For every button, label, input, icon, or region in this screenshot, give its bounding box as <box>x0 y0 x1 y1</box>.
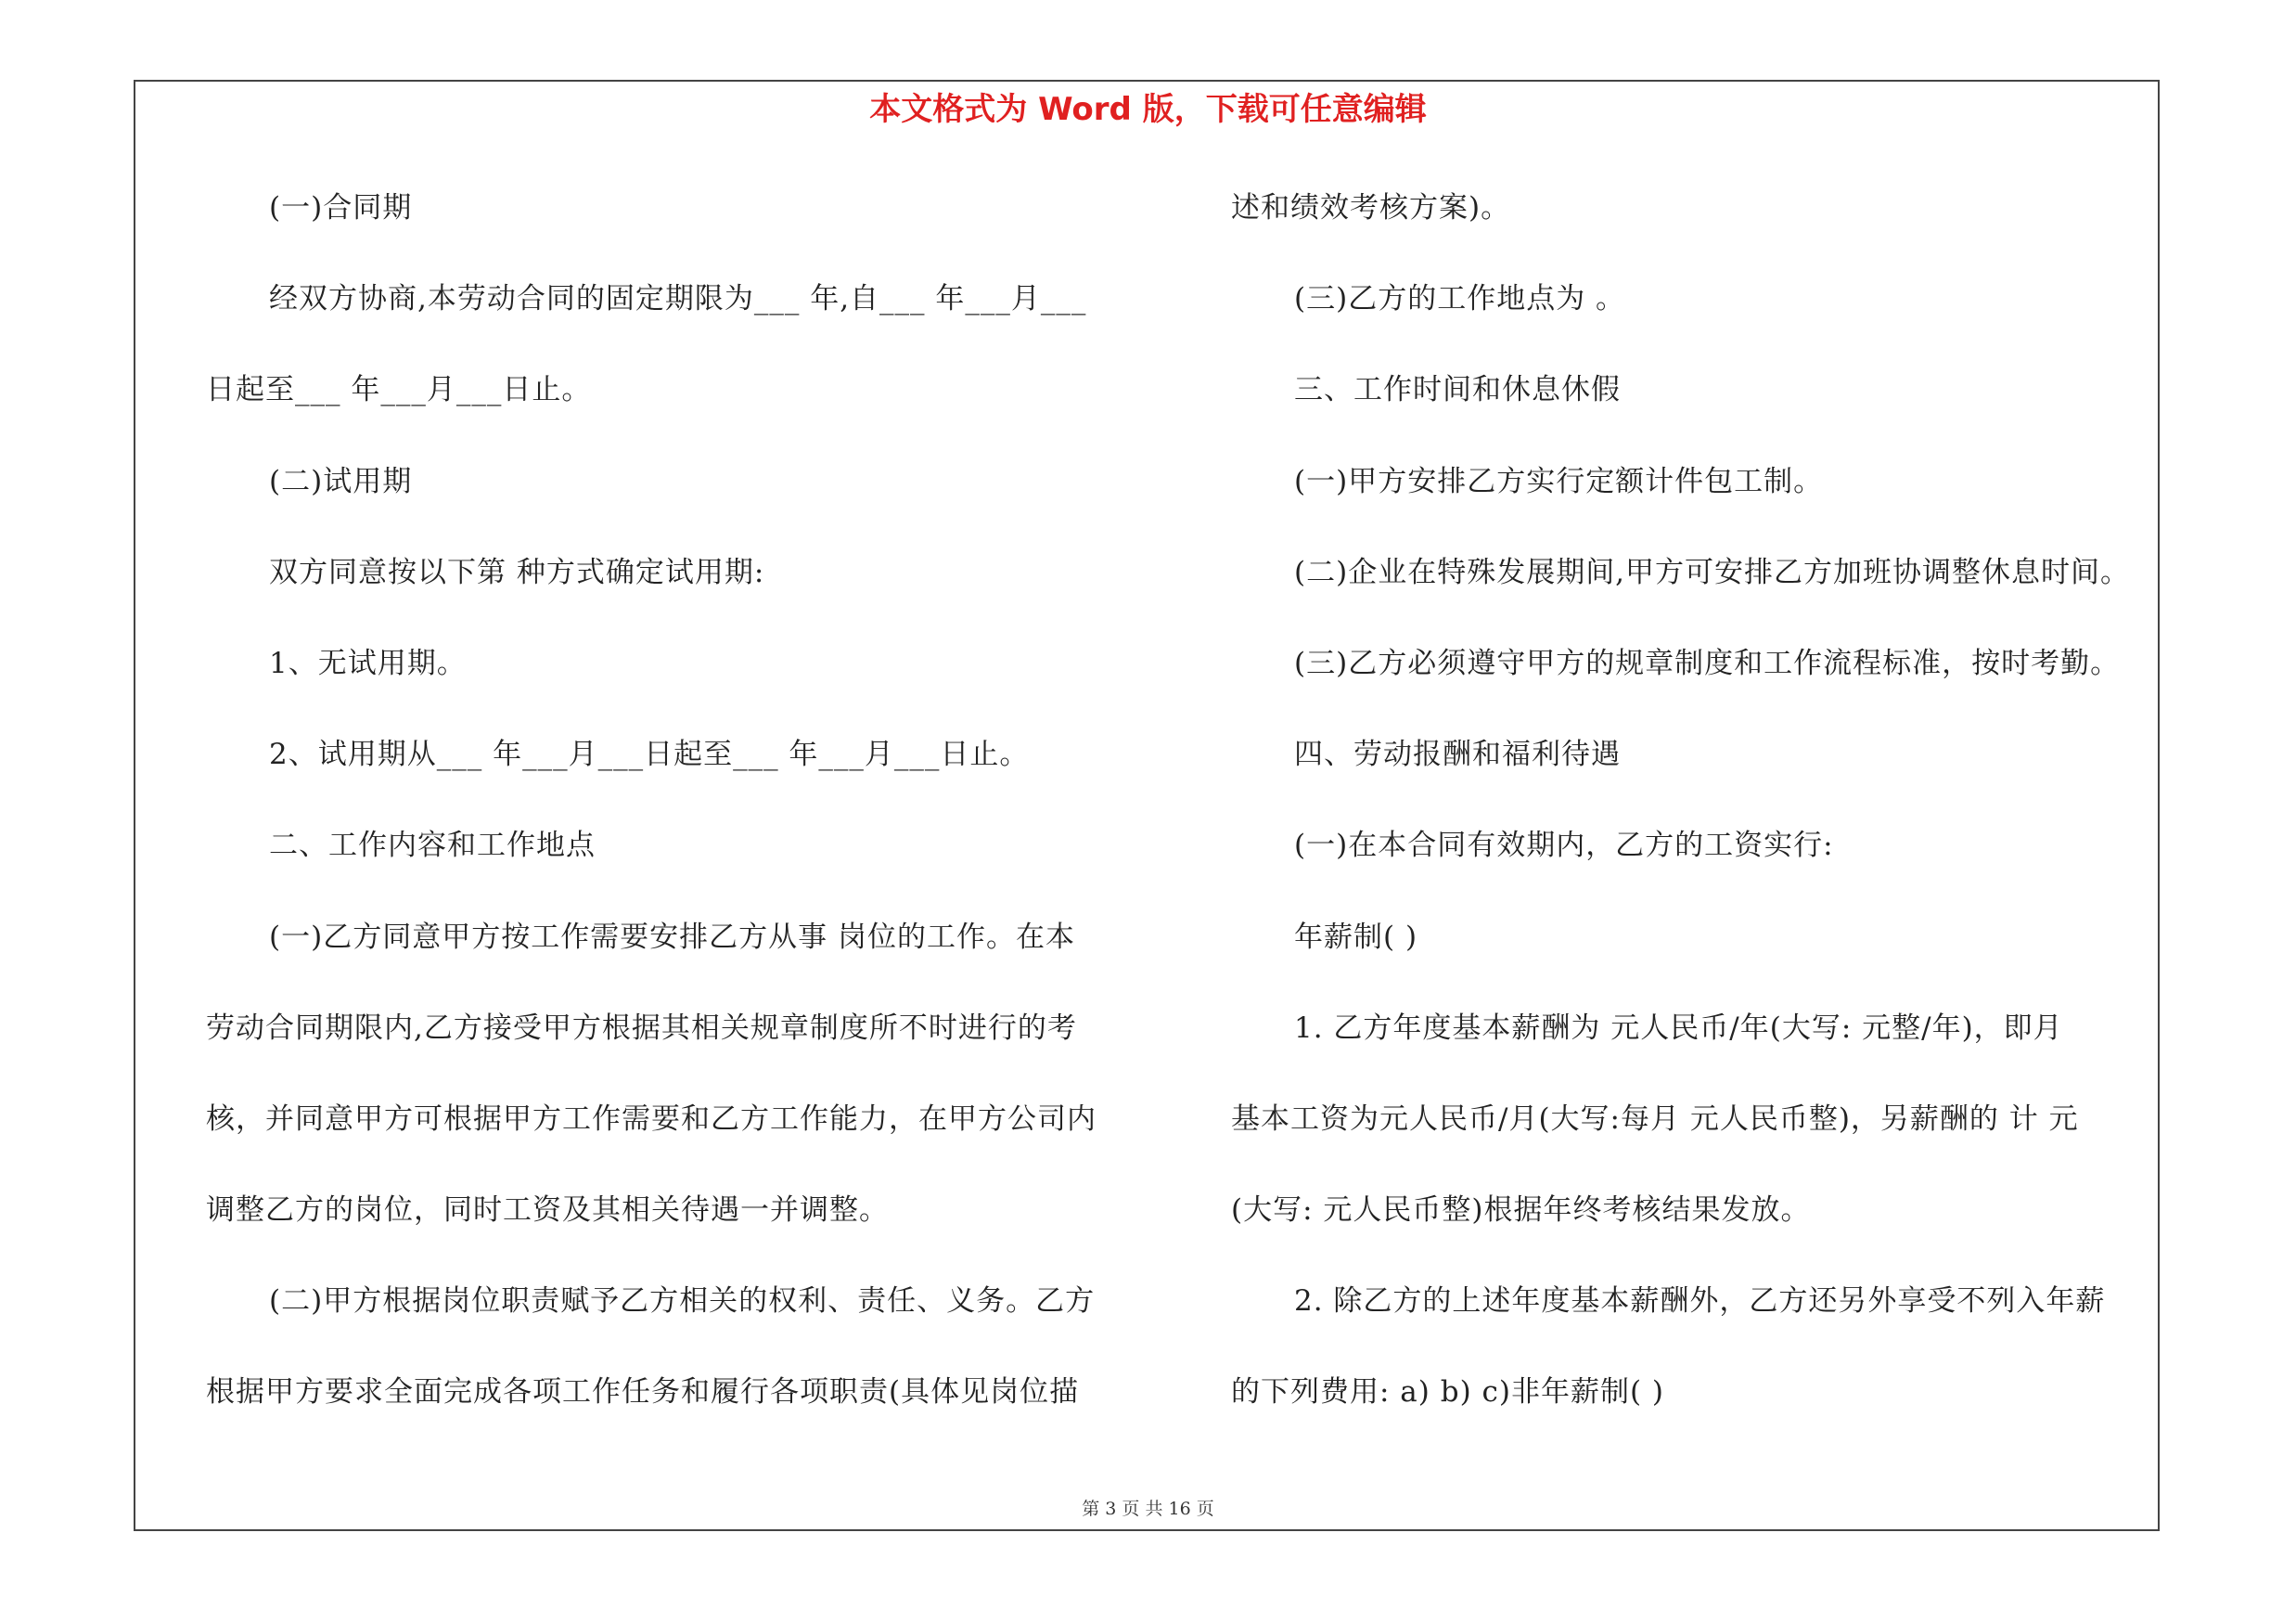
text-line: (三)乙方必须遵守甲方的规章制度和工作流程标准，按时考勤。 <box>1294 646 2121 680</box>
page-number: 第 3 页 共 16 页 <box>1082 1499 1214 1519</box>
text-line: 2. 除乙方的上述年度基本薪酬外，乙方还另外享受不列入年薪 <box>1294 1284 2106 1319</box>
text-line: 的下列费用: a) b) c)非年薪制( ) <box>1231 1375 1665 1410</box>
text-line: (大写: 元人民币整)根据年终考核结果发放。 <box>1231 1193 1811 1228</box>
text-line: (三)乙方的工作地点为 。 <box>1294 282 1626 316</box>
text-line: 三、工作时间和休息休假 <box>1294 373 1621 407</box>
text-line: (二)企业在特殊发展期间,甲方可安排乙方加班协调整休息时间。 <box>1294 555 2131 589</box>
left-column <box>206 184 1134 1460</box>
text-line: (一)在本合同有效期内，乙方的工资实行: <box>1294 829 1834 863</box>
text-line: (二)试用期 <box>269 464 413 498</box>
text-line: 四、劳动报酬和福利待遇 <box>1294 738 1621 772</box>
right-column <box>1231 184 2187 1460</box>
text-line: 基本工资为元人民币/月(大写:每月 元人民币整)，另薪酬的 计 元 <box>1231 1101 2079 1136</box>
text-line: 双方同意按以下第 种方式确定试用期: <box>269 555 765 589</box>
text-line: 根据甲方要求全面完成各项工作任务和履行各项职责(具体见岗位描 <box>206 1375 1080 1410</box>
text-line: (一)乙方同意甲方按工作需要安排乙方从事 岗位的工作。在本 <box>269 920 1076 954</box>
text-line: 核，并同意甲方可根据甲方工作需要和乙方工作能力，在甲方公司内 <box>206 1101 1097 1136</box>
text-line: 年薪制( ) <box>1294 920 1418 954</box>
text-line: (一)甲方安排乙方实行定额计件包工制。 <box>1294 464 1824 498</box>
text-line: 1. 乙方年度基本薪酬为 元人民币/年(大写: 元整/年)，即月 <box>1294 1011 2063 1045</box>
text-line: 2、试用期从___ 年___月___日起至___ 年___月___日止。 <box>269 738 1030 772</box>
text-line: 1、无试用期。 <box>269 646 467 680</box>
text-line: 调整乙方的岗位，同时工资及其相关待遇一并调整。 <box>206 1193 889 1228</box>
text-line: 二、工作内容和工作地点 <box>269 829 596 863</box>
text-line: (一)合同期 <box>269 191 413 225</box>
text-line: 述和绩效考核方案)。 <box>1231 191 1511 225</box>
text-line: (二)甲方根据岗位职责赋予乙方相关的权利、责任、义务。乙方 <box>269 1284 1096 1319</box>
text-line: 日起至___ 年___月___日止。 <box>206 373 592 407</box>
format-banner: 本文格式为 Word 版，下载可任意编辑 <box>869 91 1427 128</box>
text-line: 经双方协商,本劳动合同的固定期限为___ 年,自___ 年___月___ <box>269 282 1087 316</box>
text-line: 劳动合同期限内,乙方接受甲方根据其相关规章制度所不时进行的考 <box>206 1011 1077 1045</box>
